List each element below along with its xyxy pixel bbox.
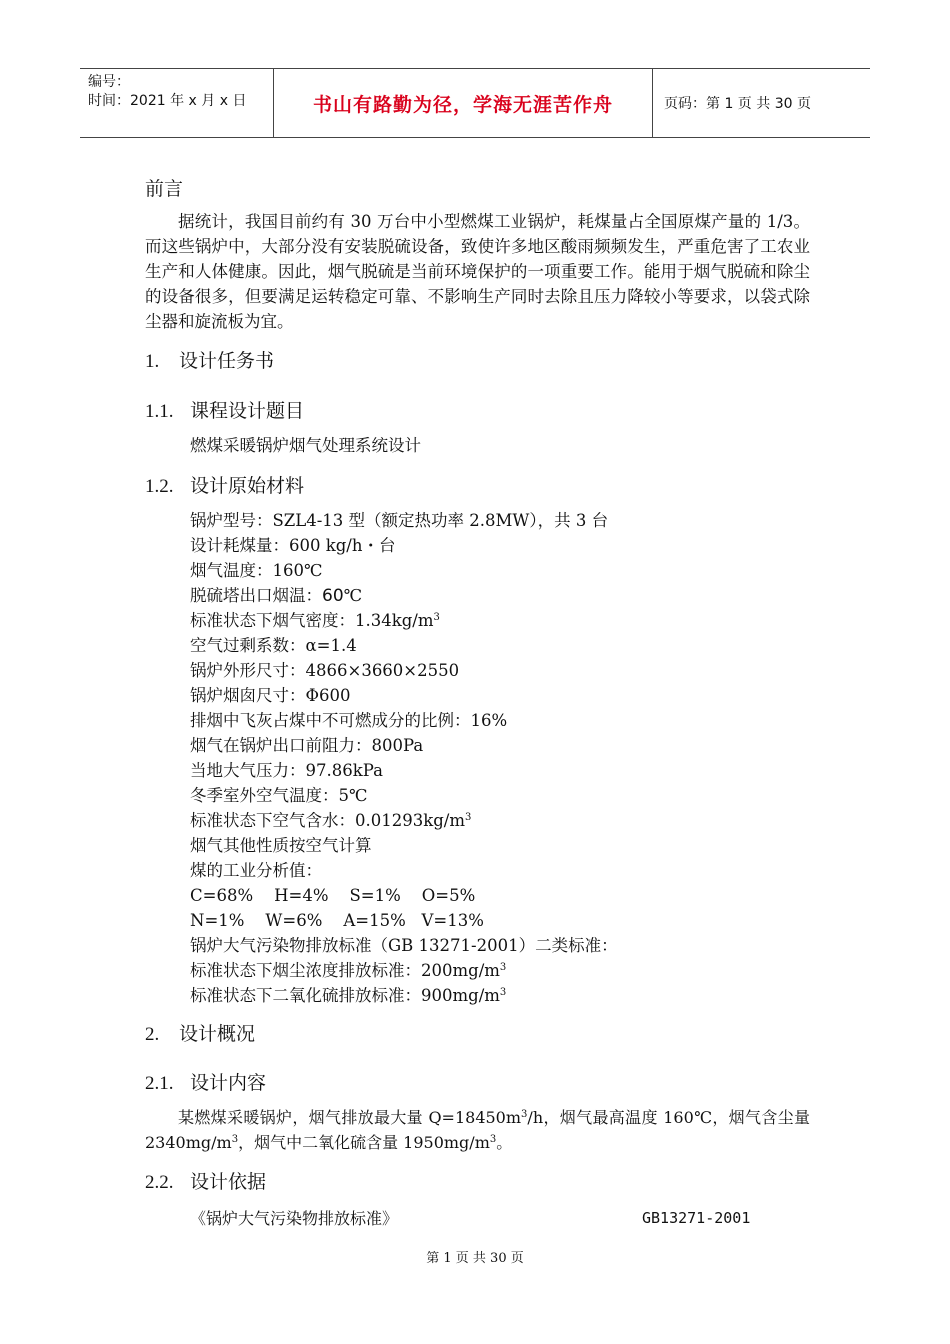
preface-text: 据统计，我国目前约有 30 万台中小型燃煤工业锅炉，耗煤量占全国原煤产量的 1/3。而这些锅炉中，大部分没有安装脱硫设备，致使许多地区酸雨频频发生，严重危害了工农业生产和人体健康。因此，烟气脱硫是当前环境保护的一项重要工作。能用于烟气脱硫和除尘的设备很多，但要满足运转稳定可靠、不影响生产同时去除且压力降较小等要求，以袋式除尘器和旋流板为宜。	[145, 212, 810, 331]
content-text: ，烟气中二氧化硫含量 1950mg/m	[238, 1133, 490, 1152]
section-number: 2.1.	[145, 1073, 174, 1094]
material-item: 锅炉烟囱尺寸：Φ600	[190, 686, 351, 705]
section-1-2-heading	[145, 471, 810, 498]
section-number: 2.2.	[145, 1172, 174, 1193]
section-number: 1.1.	[145, 401, 174, 422]
section-2-2-heading	[145, 1167, 810, 1194]
header-meta	[80, 69, 273, 137]
section-1-1-heading	[145, 396, 810, 423]
superscript: 3	[231, 1134, 239, 1145]
section-title: 课程设计题目	[190, 400, 305, 422]
material-label: 脱硫塔出口烟温：	[190, 586, 322, 605]
material-text: 标准状态下烟尘浓度排放标准：200mg/m	[190, 961, 500, 980]
section-title: 设计原始材料	[190, 475, 305, 497]
code-label: 编号：	[88, 74, 130, 90]
coal-analysis-row: N=1% W=6% A=15% V=13%	[190, 911, 484, 930]
header-page-label: 页码：第 1 页 共 30 页	[664, 96, 811, 112]
reference-code: GB13271-2001	[642, 1209, 751, 1227]
design-topic: 燃煤采暖锅炉烟气处理系统设计	[190, 436, 421, 455]
section-2-heading	[145, 1019, 810, 1046]
page-footer: 第 1 页 共 30 页	[426, 1251, 524, 1266]
material-text: 标准状态下空气含水：0.01293kg/m	[190, 811, 465, 830]
material-item	[190, 958, 506, 983]
material-item	[190, 983, 506, 1008]
header-motto: 书山有路勤为径，学海无涯苦作舟	[312, 93, 613, 116]
section-title: 设计任务书	[179, 350, 275, 372]
content-text: 某燃煤采暖锅炉，烟气排放最大量 Q=18450m	[178, 1108, 522, 1127]
time-label: 时间：2021 年 x 月 x 日	[88, 93, 247, 109]
material-item	[190, 583, 362, 609]
material-item: 排烟中飞灰占煤中不可燃成分的比例：16%	[190, 711, 508, 730]
section-number: 2.	[145, 1024, 160, 1045]
superscript: 3	[499, 962, 507, 973]
section-number: 1.	[145, 351, 160, 372]
superscript: 3	[521, 1109, 528, 1120]
material-item: 当地大气压力：97.86kPa	[190, 761, 383, 780]
content-text: 。	[496, 1133, 513, 1152]
material-item: 烟气在锅炉出口前阻力：800Pa	[190, 736, 424, 755]
superscript: 3	[433, 612, 440, 623]
superscript: 3	[465, 812, 472, 823]
preface-title: 前言	[145, 178, 184, 200]
page-header	[80, 68, 870, 138]
section-title: 设计依据	[190, 1171, 267, 1193]
material-value: 60	[322, 586, 344, 606]
material-item: 锅炉型号：SZL4-13 型（额定热功率 2.8MW），共 3 台	[190, 511, 609, 530]
design-content-text	[145, 1105, 810, 1155]
section-title: 设计概况	[179, 1023, 256, 1045]
material-item	[190, 608, 440, 633]
section-number: 1.2.	[145, 476, 174, 497]
section-title: 设计内容	[190, 1072, 267, 1094]
material-item: 锅炉外形尺寸：4866×3660×2550	[190, 661, 460, 680]
section-2-1-heading	[145, 1068, 810, 1095]
material-unit: ℃	[343, 586, 363, 605]
superscript: 3	[489, 1134, 497, 1145]
header-divider	[652, 69, 653, 137]
material-item: 烟气其他性质按空气计算	[190, 836, 372, 855]
material-item: 锅炉大气污染物排放标准（GB 13271-2001）二类标准：	[190, 936, 618, 955]
material-text: 标准状态下二氧化硫排放标准：900mg/m	[190, 986, 500, 1005]
material-item: 烟气温度：160℃	[190, 561, 323, 580]
material-item	[190, 808, 471, 833]
content-text: /h，烟气最高温度 160℃，烟气含尘量 2340mg/m	[145, 1108, 810, 1152]
material-item: 空气过剩系数：α=1.4	[190, 636, 357, 655]
section-1-heading	[145, 346, 810, 373]
material-item: 煤的工业分析值：	[190, 861, 322, 880]
material-item: 冬季室外空气温度：5℃	[190, 786, 368, 805]
reference-name: 《锅炉大气污染物排放标准》	[190, 1209, 399, 1228]
material-text: 标准状态下烟气密度：1.34kg/m	[190, 611, 434, 630]
coal-analysis-row: C=68% H=4% S=1% O=5%	[190, 886, 476, 905]
material-item: 设计耗煤量：600 kg/h・台	[190, 536, 396, 555]
superscript: 3	[499, 987, 507, 998]
